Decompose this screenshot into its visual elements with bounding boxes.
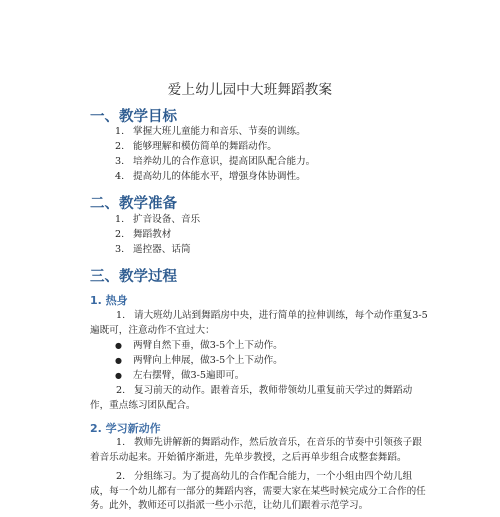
- bullet-item: [115, 339, 283, 352]
- list-item-text: 扩音设备、音乐: [133, 214, 201, 225]
- list-item: [115, 140, 277, 153]
- list-item: [115, 155, 315, 168]
- list-item-number: 2.: [115, 141, 125, 152]
- paragraph: [90, 384, 430, 413]
- list-item-number: 3.: [115, 244, 125, 255]
- bullet-text: 两臂向上伸展，做3-5个上下动作。: [133, 355, 283, 366]
- list-item-text: 舞蹈教材: [133, 229, 172, 240]
- list-item-number: 4.: [115, 171, 125, 182]
- subsection-heading-warmup: 1. 热身: [90, 294, 128, 307]
- bullet-icon: ●: [115, 356, 122, 365]
- list-item: [115, 125, 306, 138]
- paragraph-text: 请大班幼儿站到舞蹈房中央，进行简单的拉伸训练，每个动作重复3-5遍既可，注意动作不宜过大：: [90, 310, 428, 336]
- list-item: [115, 243, 191, 256]
- list-item: [115, 228, 171, 241]
- paragraph-text: 复习前天的动作。跟着音乐，教师带领幼儿重复前天学过的舞蹈动作，重点练习团队配合。: [90, 385, 413, 411]
- bullet-icon: ●: [115, 341, 122, 350]
- list-item-text: 掌握大班儿童能力和音乐、节奏的训练。: [133, 126, 306, 137]
- paragraph: [90, 436, 430, 465]
- list-item-text: 遥控器、话筒: [133, 244, 191, 255]
- bullet-item: [115, 369, 244, 382]
- bullet-text: 左右摆臂，做3-5遍即可。: [133, 370, 245, 381]
- bullet-text: 两臂自然下垂，做3-5个上下动作。: [133, 340, 283, 351]
- subsection-heading-new-moves: 2. 学习新动作: [90, 422, 161, 435]
- paragraph-number: 2.: [116, 385, 126, 396]
- paragraph-text: 教师先讲解新的舞蹈动作，然后放音乐，在音乐的节奏中引领孩子跟着音乐动起来。开始循序渐进，先单步教授，之后再单步组合成整套舞蹈。: [90, 437, 422, 463]
- bullet-icon: ●: [115, 371, 122, 380]
- document-title: 爱上幼儿园中大班舞蹈教案: [167, 82, 333, 98]
- list-item: [115, 213, 200, 226]
- paragraph: [90, 470, 430, 514]
- list-item-number: 1.: [115, 126, 125, 137]
- list-item-number: 2.: [115, 229, 125, 240]
- paragraph-number: 1.: [116, 310, 126, 321]
- list-item-number: 1.: [115, 214, 125, 225]
- list-item-text: 培养幼儿的合作意识，提高团队配合能力。: [133, 156, 316, 167]
- paragraph-number: 1.: [116, 437, 126, 448]
- list-item-text: 提高幼儿的体能水平，增强身体协调性。: [133, 171, 306, 182]
- paragraph-text: 分组练习。为了提高幼儿的合作配合能力，一个小组由四个幼儿组成，每一个幼儿都有一部分的舞蹈内容，需要大家在某些时候完成分工合作的任务。此外，教师还可以指派一些小示范，让幼儿们跟着示范学习。: [90, 471, 426, 511]
- list-item-text: 能够理解和模仿简单的舞蹈动作。: [133, 141, 277, 152]
- section-heading-process: 三、教学过程: [90, 269, 177, 285]
- paragraph: [90, 309, 430, 338]
- section-heading-preparation: 二、教学准备: [90, 196, 177, 212]
- list-item: [115, 170, 306, 183]
- list-item-number: 3.: [115, 156, 125, 167]
- paragraph-number: 2.: [116, 471, 126, 482]
- bullet-item: [115, 354, 283, 367]
- section-heading-goals: 一、教学目标: [90, 109, 177, 125]
